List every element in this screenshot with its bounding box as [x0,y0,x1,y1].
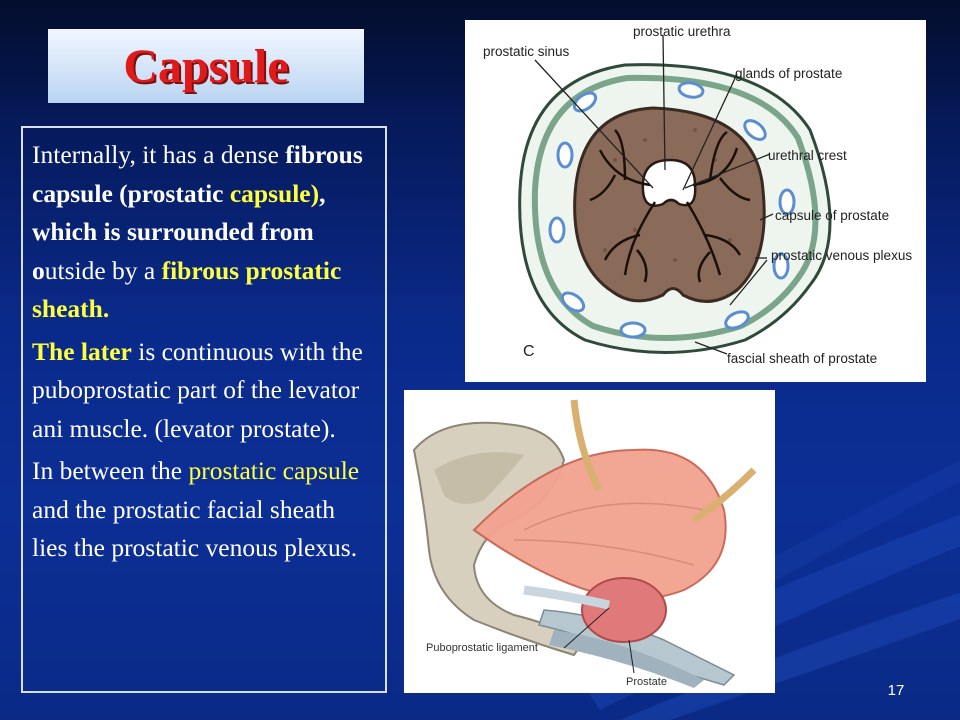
label-prostate: Prostate [626,676,667,688]
label-prostatic-sinus: prostatic sinus [483,44,570,59]
label-prostatic-venous-plexus: prostatic venous plexus [771,248,913,263]
p1-text-3: capsule) [229,178,320,208]
label-glands-of-prostate: glands of prostate [735,66,843,81]
puboprostatic-figure [404,390,775,693]
p1-text-6: fibrous prostatic sheath. [32,255,342,323]
body-text-box [21,126,387,693]
cross-section-drawing [465,20,926,382]
label-puboprostatic-ligament: Puboprostatic ligament [426,642,538,654]
slide-title: Capsule [123,39,289,93]
p2-text-2: is continuous with the puboprostatic part of the levator ani muscle. (levator prostate). [32,336,363,443]
label-prostatic-urethra: prostatic urethra [633,24,731,39]
label-capsule-of-prostate: capsule of prostate [775,208,890,223]
label-fascial-sheath: fascial sheath of prostate [727,351,878,366]
label-urethral-crest: urethral crest [768,148,847,163]
p3-text-1: In between the [32,456,189,485]
p1-text-5: utside by a [44,255,162,285]
paragraph-1 [32,136,375,329]
page-number: 17 [887,682,905,699]
prostate-cross-section-figure [465,20,926,382]
p1-text-2: fibrous capsule (prostatic [32,140,363,208]
puboprostatic-drawing [404,390,775,693]
p1-text-4: , which is surrounded from o [32,178,326,285]
title-box [48,29,364,103]
p1-text-1: Internally, it has a dense [32,140,286,169]
paragraph-3 [32,452,375,568]
p3-text-3: and the prostatic facial sheath lies the prostatic venous plexus. [32,494,358,562]
label-panel-letter: C [523,343,535,360]
paragraph-2 [32,333,375,449]
p3-text-2: prostatic capsule [188,456,360,485]
p2-text-1: The later [32,336,132,366]
